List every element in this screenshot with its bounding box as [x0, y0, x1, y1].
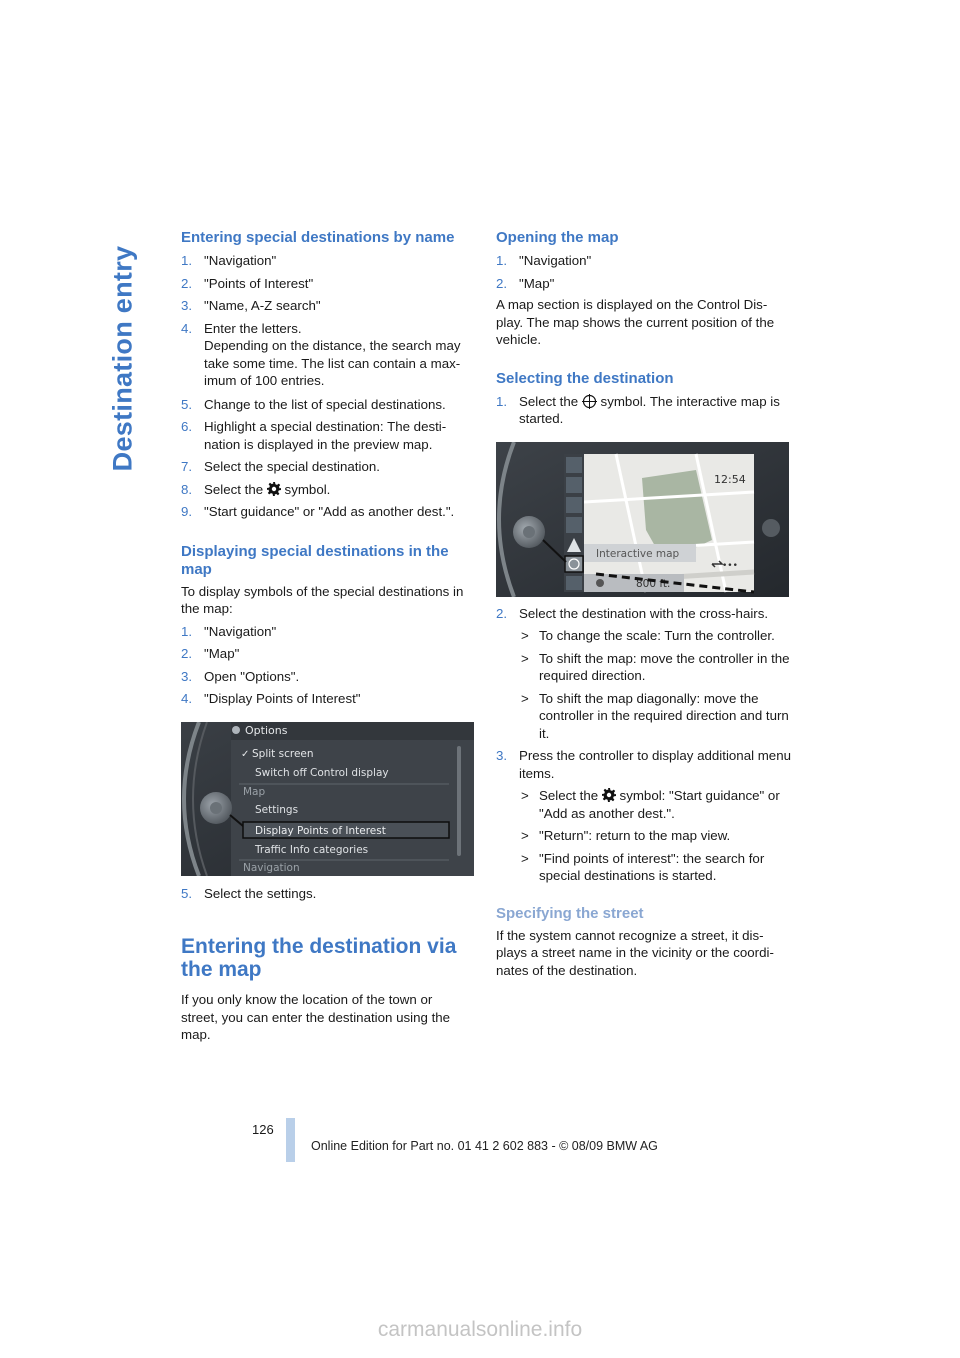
- list-item: 4. Enter the letters. Depending on the distance, the search may take some time. The list can contain a max-imum of 100 entries.: [181, 320, 461, 388]
- options-menu-screenshot: [181, 722, 474, 876]
- list-item: 1. "Navigation": [496, 253, 592, 268]
- sub-list-item: > To shift the map diagonally: move the controller in the required direction and turn it.: [521, 690, 789, 741]
- list-item: 2. Select the destination with the cross-hairs. > To change the scale: Turn the controller. > To shift the map: move the controller in the required direction. > To shift the map diagonally: move the controller in the required direction and turn it.: [496, 605, 792, 743]
- svg-text:Options: Options: [245, 723, 288, 737]
- list-item: 1. Select the symbol. The interactive map is started.: [496, 393, 780, 426]
- watermark: carmanualsonline.info: [377, 1318, 583, 1341]
- svg-text:Split screen: Split screen: [252, 747, 314, 760]
- sub-list-item: > "Find points of interest": the search for special destinations is started.: [521, 850, 765, 883]
- svg-text:✓: ✓: [241, 748, 250, 760]
- list-item: 5. Change to the list of special destinations.: [181, 396, 446, 412]
- sub-list: [519, 627, 792, 742]
- svg-text:Interactive map: Interactive map: [596, 547, 680, 560]
- svg-text:12:54: 12:54: [714, 472, 746, 486]
- sub-list: [519, 787, 792, 885]
- map-tool-icon: [566, 457, 582, 473]
- scale-icon: [596, 579, 604, 587]
- list-item: 2. "Points of Interest": [181, 275, 314, 291]
- svg-text:•••: •••: [722, 560, 738, 571]
- list-item: 8. Select the symbol.: [181, 481, 331, 497]
- left-column: [181, 229, 476, 1044]
- steps-display-poi-continued: [181, 885, 476, 903]
- crosshair-icon: [582, 394, 597, 409]
- map-description: A map section is displayed on the Control Dis-play. The map shows the current position of the vehicle.: [496, 297, 775, 347]
- svg-text:Traffic Info categories: Traffic Info categories: [255, 843, 369, 856]
- sub-list-item: > To shift the map: move the controller in the required direction.: [521, 650, 790, 683]
- list-item: 1. "Navigation": [181, 623, 277, 639]
- list-item: 1. "Navigation": [181, 253, 277, 268]
- steps-display-poi: [181, 623, 476, 708]
- list-item: 5. Select the settings.: [181, 885, 317, 901]
- list-item: 3. Open "Options".: [181, 668, 300, 684]
- svg-text:Display Points of Interest: Display Points of Interest: [255, 824, 386, 837]
- right-column: [496, 229, 792, 979]
- map-tool-icon: [566, 477, 582, 493]
- steps-selecting-destination-2: [496, 605, 792, 885]
- sub-list-item: > "Return": return to the map view.: [521, 828, 731, 843]
- list-item: 6. Highlight a special destination: The desti-nation is displayed in the preview map.: [181, 419, 447, 452]
- via-map-text: If you only know the location of the town or street, you can enter the destination using the map.: [181, 992, 451, 1042]
- intro-text: To display symbols of the special destinations in the map:: [181, 583, 464, 616]
- list-item: 4. "Display Points of Interest": [181, 691, 361, 706]
- specifying-street-text: If the system cannot recognize a street, it dis-plays a street name in the vicinity or the coordi-nates of the destination.: [496, 927, 774, 978]
- list-item: 2. "Map": [496, 275, 555, 291]
- options-gear-icon: [232, 726, 240, 734]
- edition-note: Online Edition for Part no. 01 41 2 602 883 - © 08/09 BMW AG: [311, 1139, 658, 1153]
- options-gear-icon: [602, 788, 616, 802]
- list-item: 3. Press the controller to display additional menu items. > Select the symbol: "Start guidance" or "Add as another dest.". > "Return": return to the map view. > "Find points of interest": the search for special destinations is started.: [496, 748, 791, 883]
- footer-accent-bar: [286, 1118, 295, 1162]
- list-item: 7. Select the special destination.: [181, 459, 380, 474]
- map-tool-icon: [566, 576, 582, 590]
- side-button-icon: [762, 519, 780, 537]
- svg-text:Map: Map: [243, 785, 266, 798]
- sub-list-item: > To change the scale: Turn the controller.: [521, 628, 775, 643]
- list-item: 3. "Name, A-Z search": [181, 298, 321, 313]
- heading-opening-the-map: Opening the map: [496, 229, 619, 246]
- svg-text:Switch off Control display: Switch off Control display: [255, 766, 389, 779]
- list-item: 2. "Map": [181, 646, 240, 661]
- page-number: 126: [252, 1122, 274, 1137]
- steps-opening-map: [496, 252, 792, 292]
- heading-display-special-destinations: Displaying special destinations in the map: [181, 542, 449, 578]
- options-gear-icon: [267, 482, 281, 496]
- interactive-map-screenshot: [496, 442, 789, 597]
- list-item: 9. "Start guidance" or "Add as another dest.".: [181, 504, 455, 519]
- heading-special-destinations-by-name: Entering special destinations by name: [181, 229, 455, 246]
- heading-specifying-street: Specifying the street: [496, 904, 644, 922]
- heading-selecting-destination: Selecting the destination: [496, 369, 674, 387]
- chapter-side-title: Destination entry: [107, 245, 138, 471]
- svg-text:800 ft.: 800 ft.: [636, 577, 671, 590]
- map-tool-icon: [566, 517, 582, 533]
- svg-text:Navigation: Navigation: [243, 861, 300, 874]
- heading-destination-via-map: Entering the destination via the map: [181, 935, 457, 981]
- sub-list-item: > Select the symbol: "Start guidance" or "Add as another dest.".: [521, 788, 780, 821]
- steps-by-name: [181, 252, 476, 521]
- svg-text:Settings: Settings: [255, 803, 299, 816]
- steps-selecting-destination: [496, 393, 792, 428]
- map-tool-icon: [566, 497, 582, 513]
